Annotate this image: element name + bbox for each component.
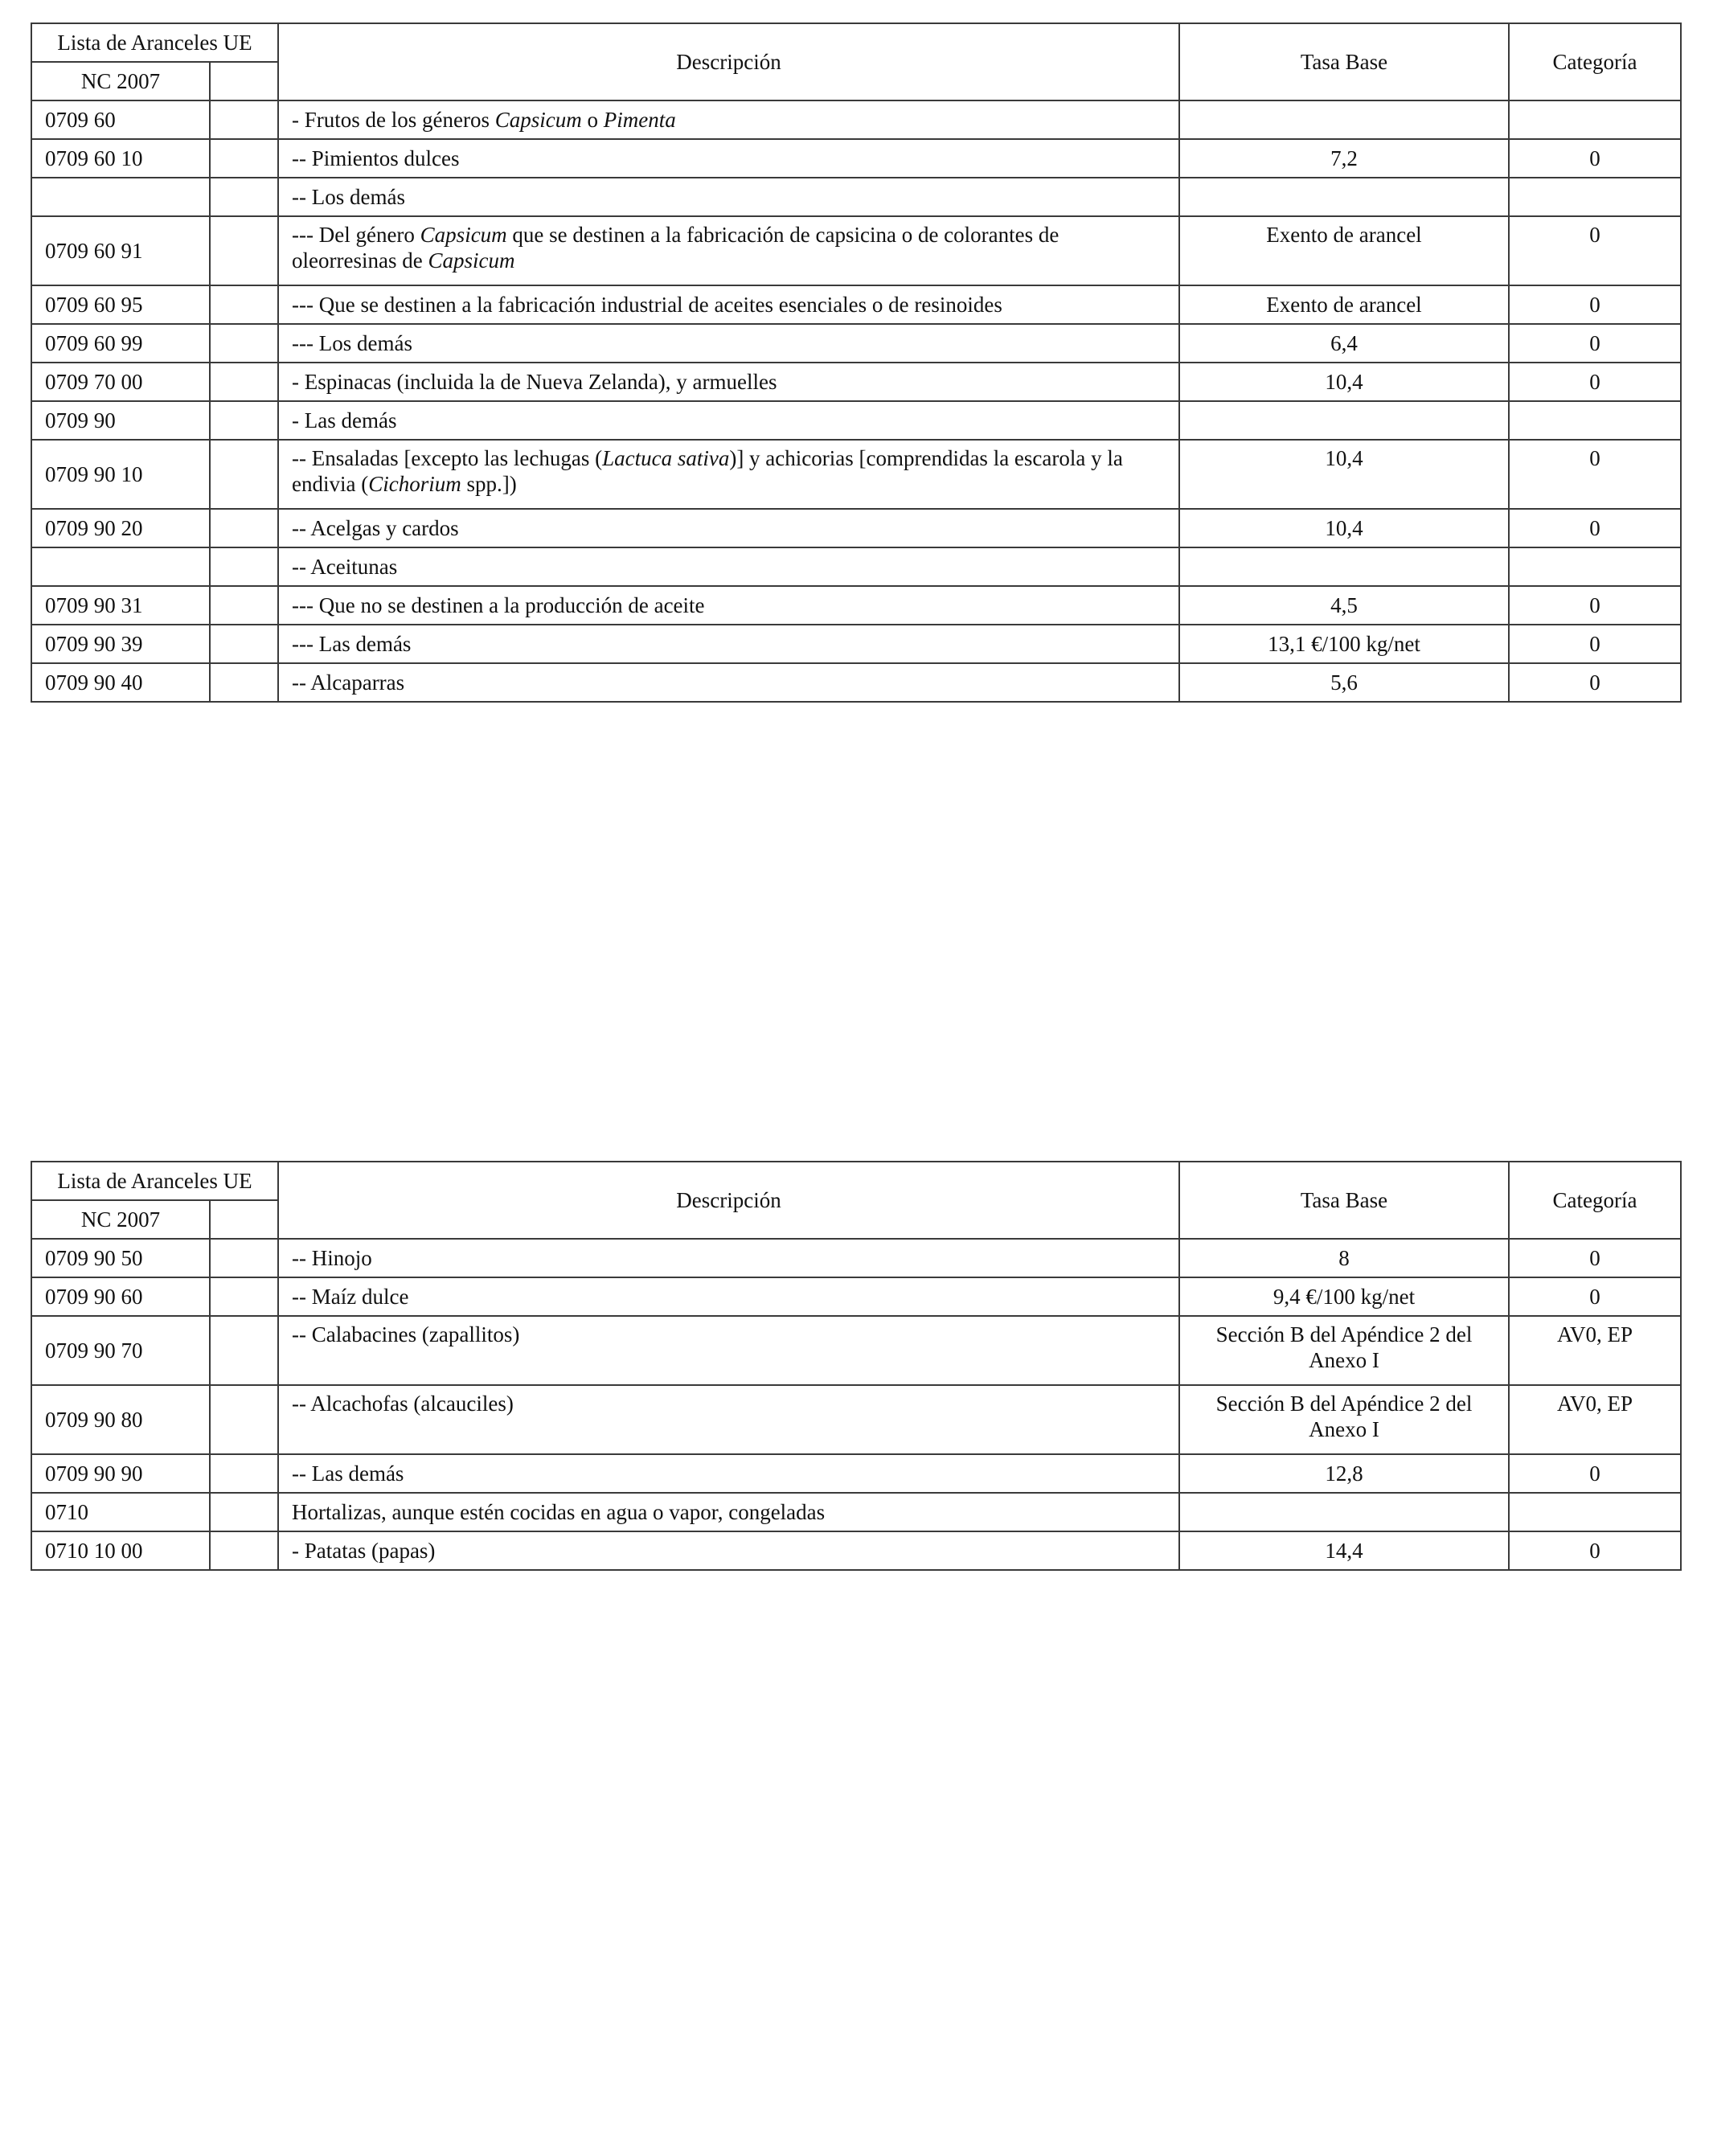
cell-code: 0709 90 10 <box>31 440 210 509</box>
cell-description <box>278 547 1179 586</box>
cell-base-rate: Exento de arancel <box>1179 285 1509 324</box>
table-row <box>31 1493 1681 1531</box>
description-segment: Cichorium <box>368 472 461 496</box>
header-base-rate: Tasa Base <box>1179 1162 1509 1239</box>
description-segment: Lactuca sativa <box>602 446 730 470</box>
cell-code: 0709 90 40 <box>31 663 210 702</box>
description-segment: -- Pimientos dulces <box>292 146 460 170</box>
description-segment: o <box>581 108 604 132</box>
cell-blank <box>210 363 278 401</box>
cell-base-rate <box>1179 547 1509 586</box>
table-row <box>31 509 1681 547</box>
table-row <box>31 216 1681 285</box>
cell-base-rate: 4,5 <box>1179 586 1509 625</box>
header-list-label: Lista de Aranceles UE <box>31 1162 278 1200</box>
description-segment: - Las demás <box>292 408 397 432</box>
table-row <box>31 547 1681 586</box>
cell-category: AV0, EP <box>1509 1385 1681 1454</box>
table-row <box>31 285 1681 324</box>
header-category: Categoría <box>1509 23 1681 100</box>
cell-blank <box>210 324 278 363</box>
tariff-table-2 <box>31 1161 1682 1571</box>
table-body <box>31 100 1681 702</box>
cell-description <box>278 363 1179 401</box>
cell-base-rate: 14,4 <box>1179 1531 1509 1570</box>
description-segment: - Frutos de los géneros <box>292 108 495 132</box>
header-list-label: Lista de Aranceles UE <box>31 23 278 62</box>
cell-category: 0 <box>1509 216 1681 285</box>
cell-base-rate: Sección B del Apéndice 2 del Anexo I <box>1179 1316 1509 1385</box>
cell-code: 0709 60 91 <box>31 216 210 285</box>
cell-category <box>1509 401 1681 440</box>
cell-code: 0709 90 50 <box>31 1239 210 1277</box>
description-segment: Capsicum <box>420 223 507 247</box>
cell-description <box>278 324 1179 363</box>
cell-category <box>1509 547 1681 586</box>
description-segment: --- Que no se destinen a la producción de aceite <box>292 593 705 617</box>
description-segment: --- Del género <box>292 223 420 247</box>
cell-code <box>31 178 210 216</box>
description-segment: spp.]) <box>461 472 517 496</box>
cell-blank <box>210 586 278 625</box>
description-segment: -- Alcaparras <box>292 670 405 695</box>
cell-code <box>31 547 210 586</box>
cell-blank <box>210 1531 278 1570</box>
description-segment: -- Alcachofas (alcauciles) <box>292 1392 514 1416</box>
description-segment: -- Hinojo <box>292 1246 372 1270</box>
cell-description <box>278 1277 1179 1316</box>
cell-category: 0 <box>1509 139 1681 178</box>
cell-base-rate: 10,4 <box>1179 363 1509 401</box>
table-header <box>31 23 1681 100</box>
header-blank-cell <box>210 62 278 100</box>
cell-blank <box>210 139 278 178</box>
cell-code: 0709 90 31 <box>31 586 210 625</box>
cell-code: 0709 90 80 <box>31 1385 210 1454</box>
description-segment: )] y achicorias [comprendidas la escarola y la endivia ( <box>292 446 1123 496</box>
cell-base-rate: Sección B del Apéndice 2 del Anexo I <box>1179 1385 1509 1454</box>
table-body <box>31 1239 1681 1570</box>
cell-description <box>278 178 1179 216</box>
cell-category: 0 <box>1509 1531 1681 1570</box>
cell-description <box>278 586 1179 625</box>
cell-blank <box>210 1385 278 1454</box>
cell-base-rate: 8 <box>1179 1239 1509 1277</box>
cell-blank <box>210 1493 278 1531</box>
cell-base-rate <box>1179 401 1509 440</box>
table-row <box>31 625 1681 663</box>
description-segment: --- Las demás <box>292 632 412 656</box>
cell-description <box>278 1239 1179 1277</box>
table-row <box>31 440 1681 509</box>
cell-description <box>278 1316 1179 1385</box>
header-nc-label: NC 2007 <box>31 62 210 100</box>
cell-code: 0710 10 00 <box>31 1531 210 1570</box>
cell-category: 0 <box>1509 363 1681 401</box>
table-row <box>31 1277 1681 1316</box>
cell-base-rate: 10,4 <box>1179 440 1509 509</box>
cell-category <box>1509 100 1681 139</box>
cell-blank <box>210 1454 278 1493</box>
cell-base-rate: 12,8 <box>1179 1454 1509 1493</box>
cell-description <box>278 663 1179 702</box>
cell-code: 0709 60 10 <box>31 139 210 178</box>
description-segment: -- Ensaladas [excepto las lechugas ( <box>292 446 603 470</box>
description-segment: - Patatas (papas) <box>292 1539 436 1563</box>
cell-blank <box>210 509 278 547</box>
cell-blank <box>210 440 278 509</box>
cell-category: AV0, EP <box>1509 1316 1681 1385</box>
cell-base-rate: 9,4 €/100 kg/net <box>1179 1277 1509 1316</box>
description-segment: Hortalizas, aunque estén cocidas en agua o vapor, congeladas <box>292 1500 826 1524</box>
cell-description <box>278 216 1179 285</box>
header-category: Categoría <box>1509 1162 1681 1239</box>
description-segment: --- Que se destinen a la fabricación industrial de aceites esenciales o de resinoides <box>292 293 1002 317</box>
cell-description <box>278 285 1179 324</box>
cell-description <box>278 139 1179 178</box>
cell-category <box>1509 178 1681 216</box>
cell-description <box>278 440 1179 509</box>
cell-base-rate <box>1179 100 1509 139</box>
cell-blank <box>210 1277 278 1316</box>
table-row <box>31 363 1681 401</box>
table-row <box>31 1239 1681 1277</box>
cell-code: 0709 90 70 <box>31 1316 210 1385</box>
description-segment: - Espinacas (incluida la de Nueva Zelanda), y armuelles <box>292 370 777 394</box>
cell-base-rate: 5,6 <box>1179 663 1509 702</box>
cell-category: 0 <box>1509 1239 1681 1277</box>
cell-description <box>278 1454 1179 1493</box>
description-segment: -- Calabacines (zapallitos) <box>292 1322 520 1346</box>
cell-category: 0 <box>1509 324 1681 363</box>
description-segment: --- Los demás <box>292 331 412 355</box>
cell-code: 0709 90 60 <box>31 1277 210 1316</box>
table-row <box>31 1316 1681 1385</box>
cell-category: 0 <box>1509 440 1681 509</box>
tariff-table-1 <box>31 23 1682 703</box>
cell-category: 0 <box>1509 663 1681 702</box>
cell-blank <box>210 1316 278 1385</box>
table-row <box>31 586 1681 625</box>
table-header <box>31 1162 1681 1239</box>
table-row <box>31 1531 1681 1570</box>
cell-blank <box>210 663 278 702</box>
table-row <box>31 324 1681 363</box>
cell-category: 0 <box>1509 509 1681 547</box>
table-row <box>31 1385 1681 1454</box>
description-segment: Capsicum <box>494 108 582 132</box>
cell-category: 0 <box>1509 1277 1681 1316</box>
cell-code: 0709 60 <box>31 100 210 139</box>
header-nc-label: NC 2007 <box>31 1200 210 1239</box>
cell-category: 0 <box>1509 1454 1681 1493</box>
cell-category: 0 <box>1509 285 1681 324</box>
description-segment: Pimenta <box>603 108 676 132</box>
description-segment: -- Las demás <box>292 1461 404 1486</box>
cell-base-rate: Exento de arancel <box>1179 216 1509 285</box>
cell-description <box>278 509 1179 547</box>
cell-description <box>278 1531 1179 1570</box>
header-base-rate: Tasa Base <box>1179 23 1509 100</box>
table-row <box>31 100 1681 139</box>
cell-blank <box>210 625 278 663</box>
header-blank-cell <box>210 1200 278 1239</box>
cell-base-rate: 7,2 <box>1179 139 1509 178</box>
cell-code: 0709 90 90 <box>31 1454 210 1493</box>
cell-code: 0709 90 <box>31 401 210 440</box>
header-description: Descripción <box>278 1162 1179 1239</box>
cell-base-rate: 6,4 <box>1179 324 1509 363</box>
description-segment: -- Maíz dulce <box>292 1285 409 1309</box>
cell-description <box>278 401 1179 440</box>
description-segment: Capsicum <box>428 248 515 273</box>
cell-blank <box>210 1239 278 1277</box>
cell-category: 0 <box>1509 625 1681 663</box>
table-row <box>31 178 1681 216</box>
table-row <box>31 401 1681 440</box>
cell-code: 0709 90 39 <box>31 625 210 663</box>
table-row <box>31 139 1681 178</box>
cell-blank <box>210 547 278 586</box>
cell-blank <box>210 216 278 285</box>
cell-code: 0709 60 99 <box>31 324 210 363</box>
cell-base-rate: 13,1 €/100 kg/net <box>1179 625 1509 663</box>
cell-description <box>278 625 1179 663</box>
description-segment: que se destinen a la fabricación de capsicina o de colorantes de oleorresinas de <box>292 223 1059 273</box>
cell-description <box>278 1385 1179 1454</box>
cell-category: 0 <box>1509 586 1681 625</box>
header-description: Descripción <box>278 23 1179 100</box>
cell-blank <box>210 401 278 440</box>
cell-code: 0709 90 20 <box>31 509 210 547</box>
description-segment: -- Aceitunas <box>292 555 398 579</box>
cell-category <box>1509 1493 1681 1531</box>
cell-base-rate <box>1179 1493 1509 1531</box>
cell-code: 0709 70 00 <box>31 363 210 401</box>
cell-code: 0709 60 95 <box>31 285 210 324</box>
description-segment: -- Los demás <box>292 185 405 209</box>
table-row <box>31 1454 1681 1493</box>
cell-description <box>278 100 1179 139</box>
description-segment: -- Acelgas y cardos <box>292 516 459 540</box>
cell-blank <box>210 178 278 216</box>
cell-base-rate: 10,4 <box>1179 509 1509 547</box>
table-row <box>31 663 1681 702</box>
cell-base-rate <box>1179 178 1509 216</box>
cell-blank <box>210 285 278 324</box>
cell-code: 0710 <box>31 1493 210 1531</box>
cell-blank <box>210 100 278 139</box>
cell-description <box>278 1493 1179 1531</box>
